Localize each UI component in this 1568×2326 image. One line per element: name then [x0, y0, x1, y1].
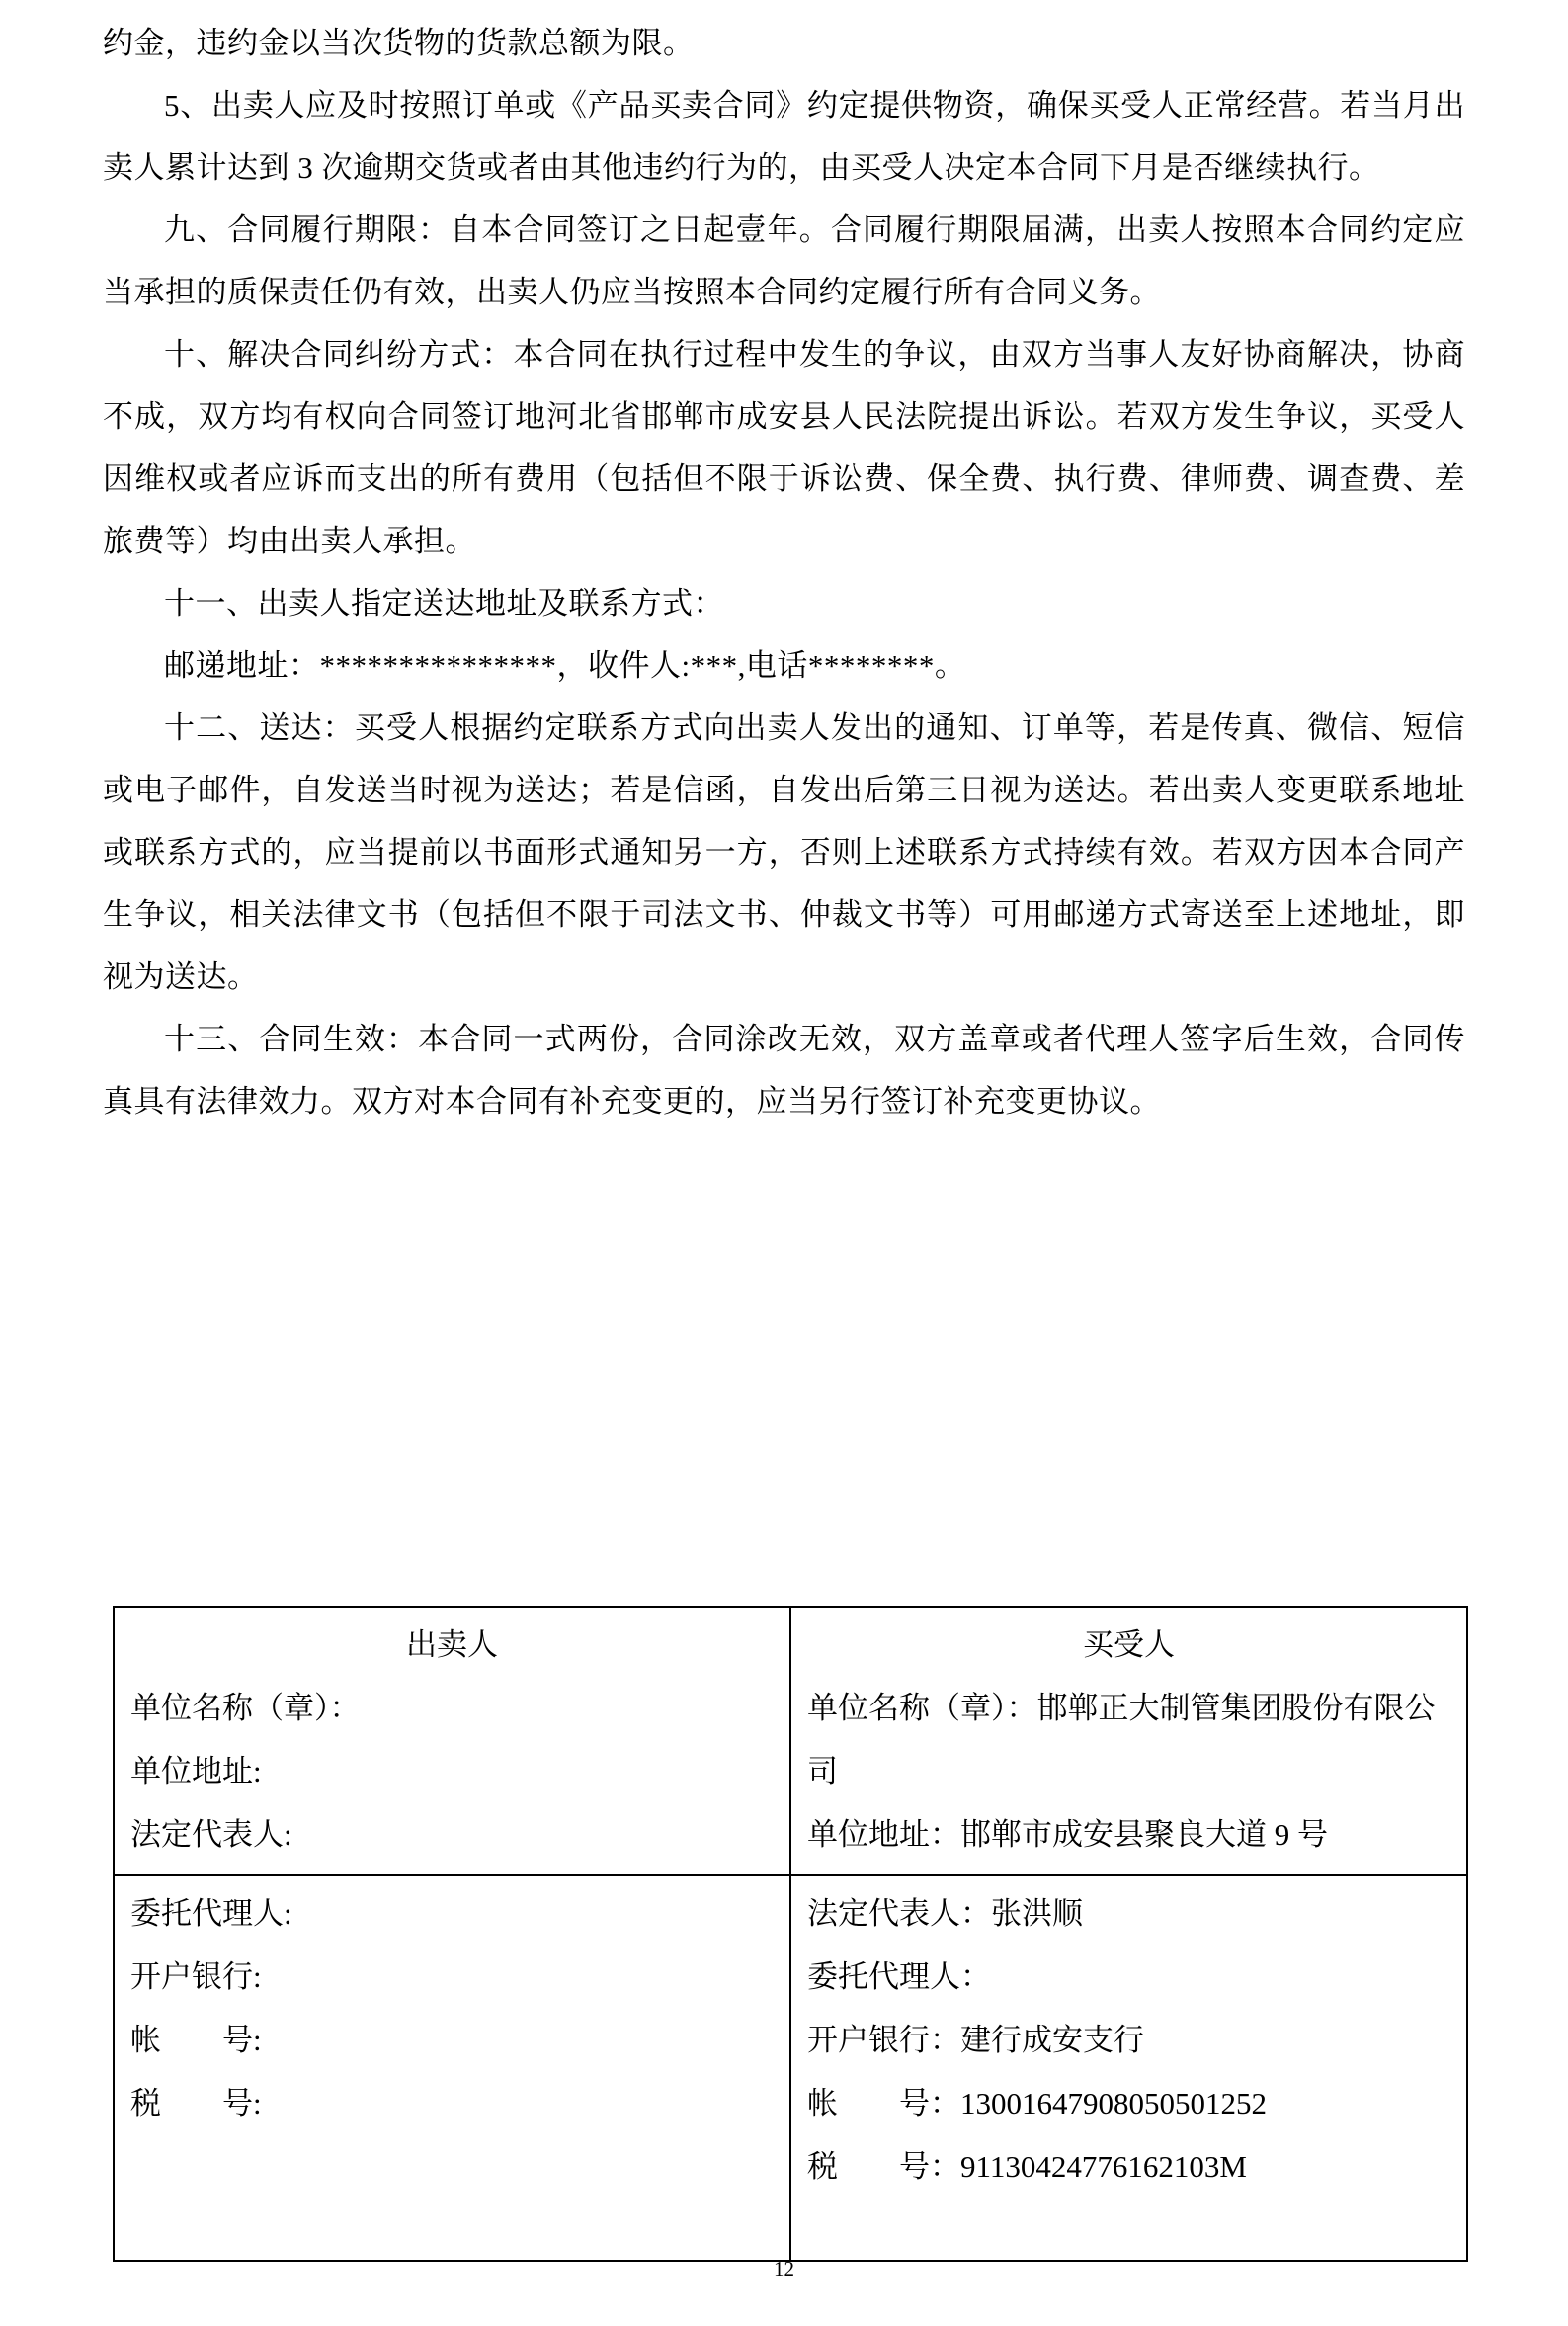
buyer-company-name: 单位名称（章）：邯郸正大制管集团股份有限公司 — [807, 1691, 1436, 1788]
buyer-tax-number: 税 号：91130424776162103M — [807, 2149, 1247, 2184]
seller-agent-label: 委托代理人: — [130, 1896, 292, 1931]
signature-table-row-bottom — [114, 1875, 1467, 2261]
signature-table — [113, 1606, 1468, 2262]
paragraph-mailing-address: 邮递地址：***************，收件人:***,电话********。 — [164, 648, 966, 683]
paragraph-clause-9: 九、合同履行期限：自本合同签订之日起壹年。合同履行期限届满，出卖人按照本合同约定应当承担的质保责任仍有效，出卖人仍应当按照本合同约定履行所有合同义务。 — [103, 212, 1465, 309]
page-number: 12 — [774, 2257, 794, 2281]
seller-tax-number-label: 税 号: — [130, 2086, 262, 2120]
seller-bank-cell — [114, 1875, 790, 2261]
buyer-legal-representative: 法定代表人：张洪顺 — [807, 1896, 1083, 1931]
seller-bank-label: 开户银行: — [130, 1959, 262, 1994]
seller-legal-representative-label: 法定代表人: — [130, 1817, 292, 1852]
buyer-info-cell — [790, 1607, 1467, 1875]
buyer-agent-label: 委托代理人： — [807, 1959, 991, 1994]
buyer-bank: 开户银行：建行成安支行 — [807, 2023, 1144, 2057]
paragraph-clause-11: 十一、出卖人指定送达地址及联系方式： — [164, 586, 724, 621]
seller-company-address-label: 单位地址: — [130, 1754, 262, 1788]
seller-company-name-label: 单位名称（章）： — [130, 1691, 361, 1725]
paragraph-clause-5: 5、出卖人应及时按照订单或《产品买卖合同》约定提供物资，确保买受人正常经营。若当月出卖人累计达到 3 次逾期交货或者由其他违约行为的，由买受人决定本合同下月是否继续执行。 — [103, 88, 1465, 185]
buyer-title: 买受人 — [1083, 1627, 1175, 1662]
paragraph-continuation: 约金，违约金以当次货物的货款总额为限。 — [103, 26, 695, 60]
contract-body-text — [103, 12, 1465, 1132]
buyer-company-address: 单位地址：邯郸市成安县聚良大道 9 号 — [807, 1817, 1328, 1852]
paragraph-clause-10: 十、解决合同纠纷方式：本合同在执行过程中发生的争议，由双方当事人友好协商解决，协商不成，双方均有权向合同签订地河北省邯郸市成安县人民法院提出诉讼。若双方发生争议，买受人因维权或者应诉而支出的所有费用（包括但不限于诉讼费、保全费、执行费、律师费、调查费、差旅费等）均由出卖人承担。 — [103, 337, 1465, 558]
paragraph-clause-13: 十三、合同生效：本合同一式两份，合同涂改无效，双方盖章或者代理人签字后生效，合同传真具有法律效力。双方对本合同有补充变更的，应当另行签订补充变更协议。 — [103, 1022, 1465, 1119]
seller-info-cell — [114, 1607, 790, 1875]
paragraph-clause-12: 十二、送达：买受人根据约定联系方式向出卖人发出的通知、订单等，若是传真、微信、短信或电子邮件，自发送当时视为送达；若是信函，自发出后第三日视为送达。若出卖人变更联系地址或联系方式的，应当提前以书面形式通知另一方，否则上述联系方式持续有效。若双方因本合同产生争议，相关法律文书（包括但不限于司法文书、仲裁文书等）可用邮递方式寄送至上述地址，即视为送达。 — [103, 710, 1465, 994]
buyer-account-number: 帐 号：13001647908050501252 — [807, 2086, 1267, 2120]
signature-table-row-top — [114, 1607, 1467, 1875]
seller-account-number-label: 帐 号: — [130, 2023, 262, 2057]
seller-title: 出卖人 — [406, 1627, 498, 1662]
buyer-bank-cell — [790, 1875, 1467, 2261]
